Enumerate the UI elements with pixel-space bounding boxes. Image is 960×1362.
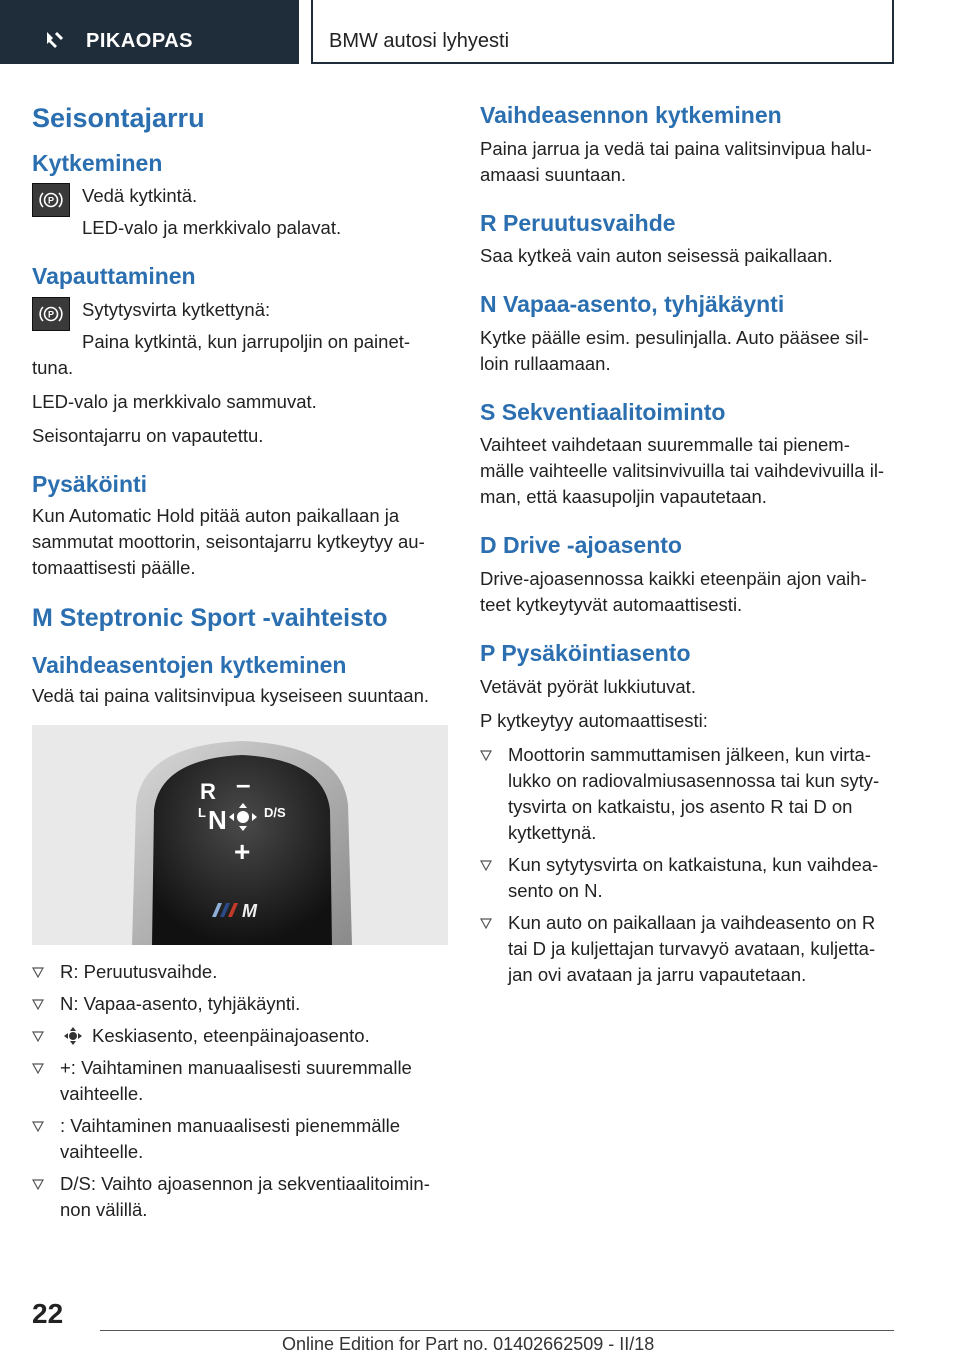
knob-ds-label: D/S bbox=[264, 805, 286, 821]
svg-text:P: P bbox=[47, 309, 55, 320]
parking-brake-button-icon bbox=[32, 183, 70, 217]
heading-kytkeminen: Kytkeminen bbox=[32, 149, 163, 176]
triangle-bullet-icon bbox=[32, 1030, 44, 1042]
knob-r-label: R bbox=[200, 779, 216, 805]
triangle-bullet-icon bbox=[32, 998, 44, 1010]
heading-d: D Drive -ajoasento bbox=[480, 532, 682, 559]
s-text: Vaihteet vaihdetaan suuremmalle tai pienem‐ mälle vaihteelle valitsinvivuilla tai vaihdevivuilla il‐ man, että kaasupoljin vapautetaan. bbox=[480, 434, 885, 508]
kytk-line2: LED-valo ja merkkivalo palavat. bbox=[82, 217, 342, 239]
list-item: Kun auto on paikallaan ja vaihdeasento on R tai D ja kuljettajan turvavyö avataan, kuljetta‐ jan ovi avataan ja jarru vapautetaan. bbox=[480, 910, 890, 988]
heading-vaihdeasentojen: Vaihdeasentojen kytkeminen bbox=[32, 651, 347, 678]
right-column bbox=[480, 100, 890, 994]
heading-p: P Pysäköintiasento bbox=[480, 639, 691, 666]
gear-knob-illustration bbox=[32, 725, 448, 945]
r-text: Saa kytkeä vain auton seisessä paikallaan. bbox=[480, 245, 833, 267]
list-item: Kun sytytysvirta on katkaistuna, kun vaihdea‐ sento on N. bbox=[480, 852, 890, 904]
heading-pysakointi: Pysäköinti bbox=[32, 470, 148, 497]
vap-line4: Seisontajarru on vapautettu. bbox=[32, 424, 264, 446]
page-number: 22 bbox=[32, 1298, 64, 1329]
chapter-title: BMW autosi lyhyesti bbox=[329, 30, 510, 52]
list-item: : Vaihtaminen manuaalisesti pienemmälle vaihteelle. bbox=[32, 1113, 448, 1165]
knob-n-label: N bbox=[208, 805, 227, 836]
p-bullets bbox=[480, 742, 890, 988]
footer-divider bbox=[100, 1330, 894, 1331]
gear-bullets bbox=[32, 959, 448, 1223]
section-tab bbox=[0, 0, 299, 64]
gear-selector-photo bbox=[32, 725, 448, 945]
heading-s: S Sekventiaalitoiminto bbox=[480, 398, 726, 425]
list-item: +: Vaihtaminen manuaalisesti suuremmalle vaihteelle. bbox=[32, 1055, 448, 1107]
triangle-bullet-icon bbox=[32, 966, 44, 978]
page-header bbox=[0, 0, 960, 66]
section-label: PIKAOPAS bbox=[86, 30, 193, 52]
vapauttaminen-block bbox=[32, 295, 448, 355]
p-text2: P kytkeytyy automaattisesti: bbox=[480, 709, 708, 731]
list-item: D/S: Vaihto ajoasennon ja sekventiaalitoimin‐ non välillä. bbox=[32, 1171, 448, 1223]
list-item: Keskiasento, eteenpäinajoasento. bbox=[32, 1023, 448, 1049]
chapter-box bbox=[311, 0, 894, 64]
kytk-line1: Vedä kytkintä. bbox=[82, 185, 198, 207]
heading-r: R Peruutusvaihde bbox=[480, 209, 676, 236]
knob-plus-label: + bbox=[234, 836, 251, 868]
vaihde-text: Vedä tai paina valitsinvipua kyseiseen suuntaan. bbox=[32, 685, 429, 707]
center-position-icon bbox=[60, 1027, 86, 1045]
vap-line1: Sytytysvirta kytkettynä: bbox=[82, 298, 271, 320]
triangle-bullet-icon bbox=[32, 1120, 44, 1132]
heading-vapauttaminen: Vapauttaminen bbox=[32, 263, 196, 290]
triangle-bullet-icon bbox=[480, 749, 492, 761]
left-column bbox=[32, 100, 448, 1229]
wrench-icon bbox=[44, 29, 66, 51]
vaihdeasennon-text: Paina jarrua ja vedä tai paina valitsinvipua halu‐ amaasi suuntaan. bbox=[480, 137, 872, 185]
triangle-bullet-icon bbox=[480, 859, 492, 871]
m-logo-text: M bbox=[242, 901, 257, 922]
parking-brake-button-icon-2 bbox=[32, 297, 70, 331]
list-item: N: Vapaa-asento, tyhjäkäynti. bbox=[32, 991, 448, 1017]
heading-vaihdeasennon: Vaihdeasennon kytkeminen bbox=[480, 102, 782, 128]
p-text1: Vetävät pyörät lukkiutuvat. bbox=[480, 675, 696, 697]
knob-minus-label: – bbox=[236, 769, 251, 800]
triangle-bullet-icon bbox=[480, 917, 492, 929]
vap-line2a: Paina kytkintä, kun jarrupoljin on painet‐ bbox=[82, 330, 411, 352]
triangle-bullet-icon bbox=[32, 1178, 44, 1190]
vap-line3: LED-valo ja merkkivalo sammuvat. bbox=[32, 390, 317, 412]
pysakointi-text: Kun Automatic Hold pitää auton paikallaan ja sammutat moottorin, seisontajarru kytkeytyy au‐ tomaattisesti päälle. bbox=[32, 504, 425, 578]
kytkeminen-block bbox=[32, 181, 448, 241]
list-item: R: Peruutusvaihde. bbox=[32, 959, 448, 985]
vap-line2b: tuna. bbox=[32, 356, 74, 378]
knob-l-label: L bbox=[198, 805, 206, 821]
n-text: Kytke päälle esim. pesulinjalla. Auto pääsee sil‐ loin rullaamaan. bbox=[480, 326, 869, 374]
d-text: Drive-ajoasennossa kaikki eteenpäin ajon vaih‐ teet kytkeytyvät automaattisesti. bbox=[480, 567, 867, 615]
heading-steptronic: M Steptronic Sport -vaihteisto bbox=[32, 603, 388, 632]
edition-footer: Online Edition for Part no. 01402662509 - II/18 bbox=[282, 1334, 655, 1354]
heading-seisontajarru: Seisontajarru bbox=[32, 103, 205, 133]
heading-n: N Vapaa-asento, tyhjäkäynti bbox=[480, 291, 785, 318]
list-item: Moottorin sammuttamisen jälkeen, kun virta‐ lukko on radiovalmiusasennossa tai kun syty‐ tysvirta on katkaistu, jos asento R tai D on kytkettynä. bbox=[480, 742, 890, 846]
svg-text:P: P bbox=[47, 195, 55, 206]
triangle-bullet-icon bbox=[32, 1062, 44, 1074]
